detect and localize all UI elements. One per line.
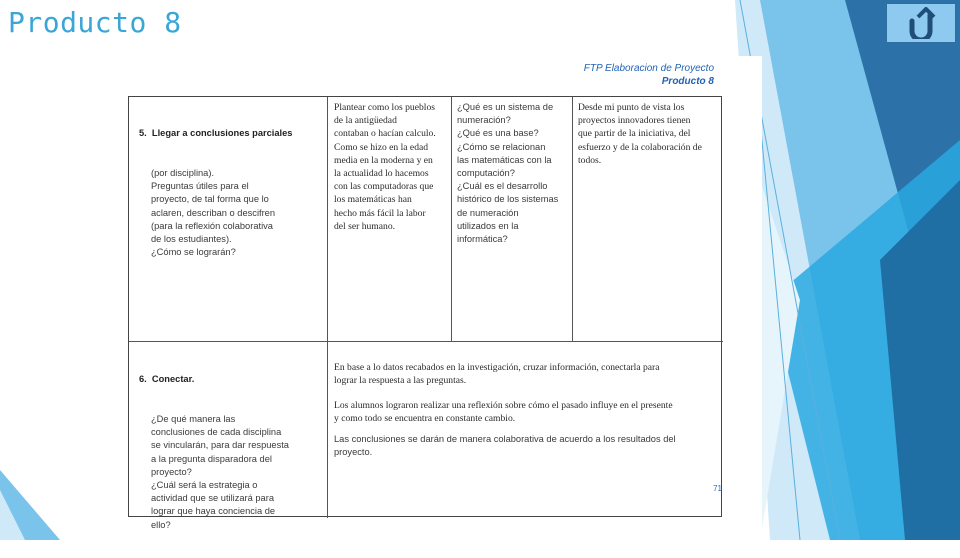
project-table xyxy=(128,96,722,530)
slide-title: Producto 8 xyxy=(8,6,182,39)
row5-col4-cell: Desde mi punto de vista los proyectos innovadores tienen que partir de la iniciativa, del esfuerzo y de la colaboración de todos. xyxy=(578,102,702,166)
row5-col2-cell: Plantear como los pueblos de la antigüedad contaban o hacían calculo. Como se hizo en la edad media en la moderna y en la actualidad lo hacemos con las computadoras que los matemáticas han hecho más fácil la labor del ser humano. xyxy=(334,102,436,232)
page-number: 71 xyxy=(713,484,722,493)
table-divider xyxy=(572,97,573,341)
row5-title: 5. Llegar a conclusiones parciales xyxy=(139,128,293,139)
row6-criteria-cell xyxy=(139,347,289,558)
table-divider xyxy=(129,341,723,342)
row5-criteria-text: (por disciplina). Preguntas útiles para el proyecto, de tal forma que lo aclaren, describan o descifren (para la reflexión colaborativa de los estudiantes). ¿Cómo se lograrán? xyxy=(151,168,276,258)
row5-criteria-cell xyxy=(139,101,292,286)
row6-paragraph-2: Los alumnos lograron realizar una reflexión sobre cómo el pasado influye en el presente y como todo se encuentra en constante cambio. xyxy=(334,400,673,425)
row5-col3-cell: ¿Qué es un sistema de numeración? ¿Qué es una base? ¿Cómo se relacionan las matemáticas con la computación? ¿Cuál es el desarrollo histórico de los sistemas de numeración utilizados en la informática? xyxy=(457,102,559,245)
row6-paragraph-3: Las conclusiones se darán de manera colaborativa de acuerdo a los resultados del proyecto. xyxy=(334,434,676,458)
table-divider xyxy=(451,97,452,341)
u-turn-icon xyxy=(906,7,936,39)
document-page xyxy=(112,56,762,540)
row6-paragraph-1: En base a lo datos recabados en la investigación, cruzar información, conectarla para lograr la respuesta a las preguntas. xyxy=(334,362,660,387)
row6-criteria-text: ¿De qué manera las conclusiones de cada disciplina se vincularán, para dar respuesta a la pregunta disparadora del proyecto? ¿Cuál será la estrategia o actividad que se utilizará para lograr que haya conciencia de ello? xyxy=(151,414,289,530)
table-divider xyxy=(327,97,328,518)
document-subheader: Producto 8 xyxy=(661,76,714,87)
return-button[interactable] xyxy=(886,3,956,43)
document-header: FTP Elaboracion de Proyecto xyxy=(583,63,714,74)
row6-title: 6. Conectar. xyxy=(139,374,195,385)
